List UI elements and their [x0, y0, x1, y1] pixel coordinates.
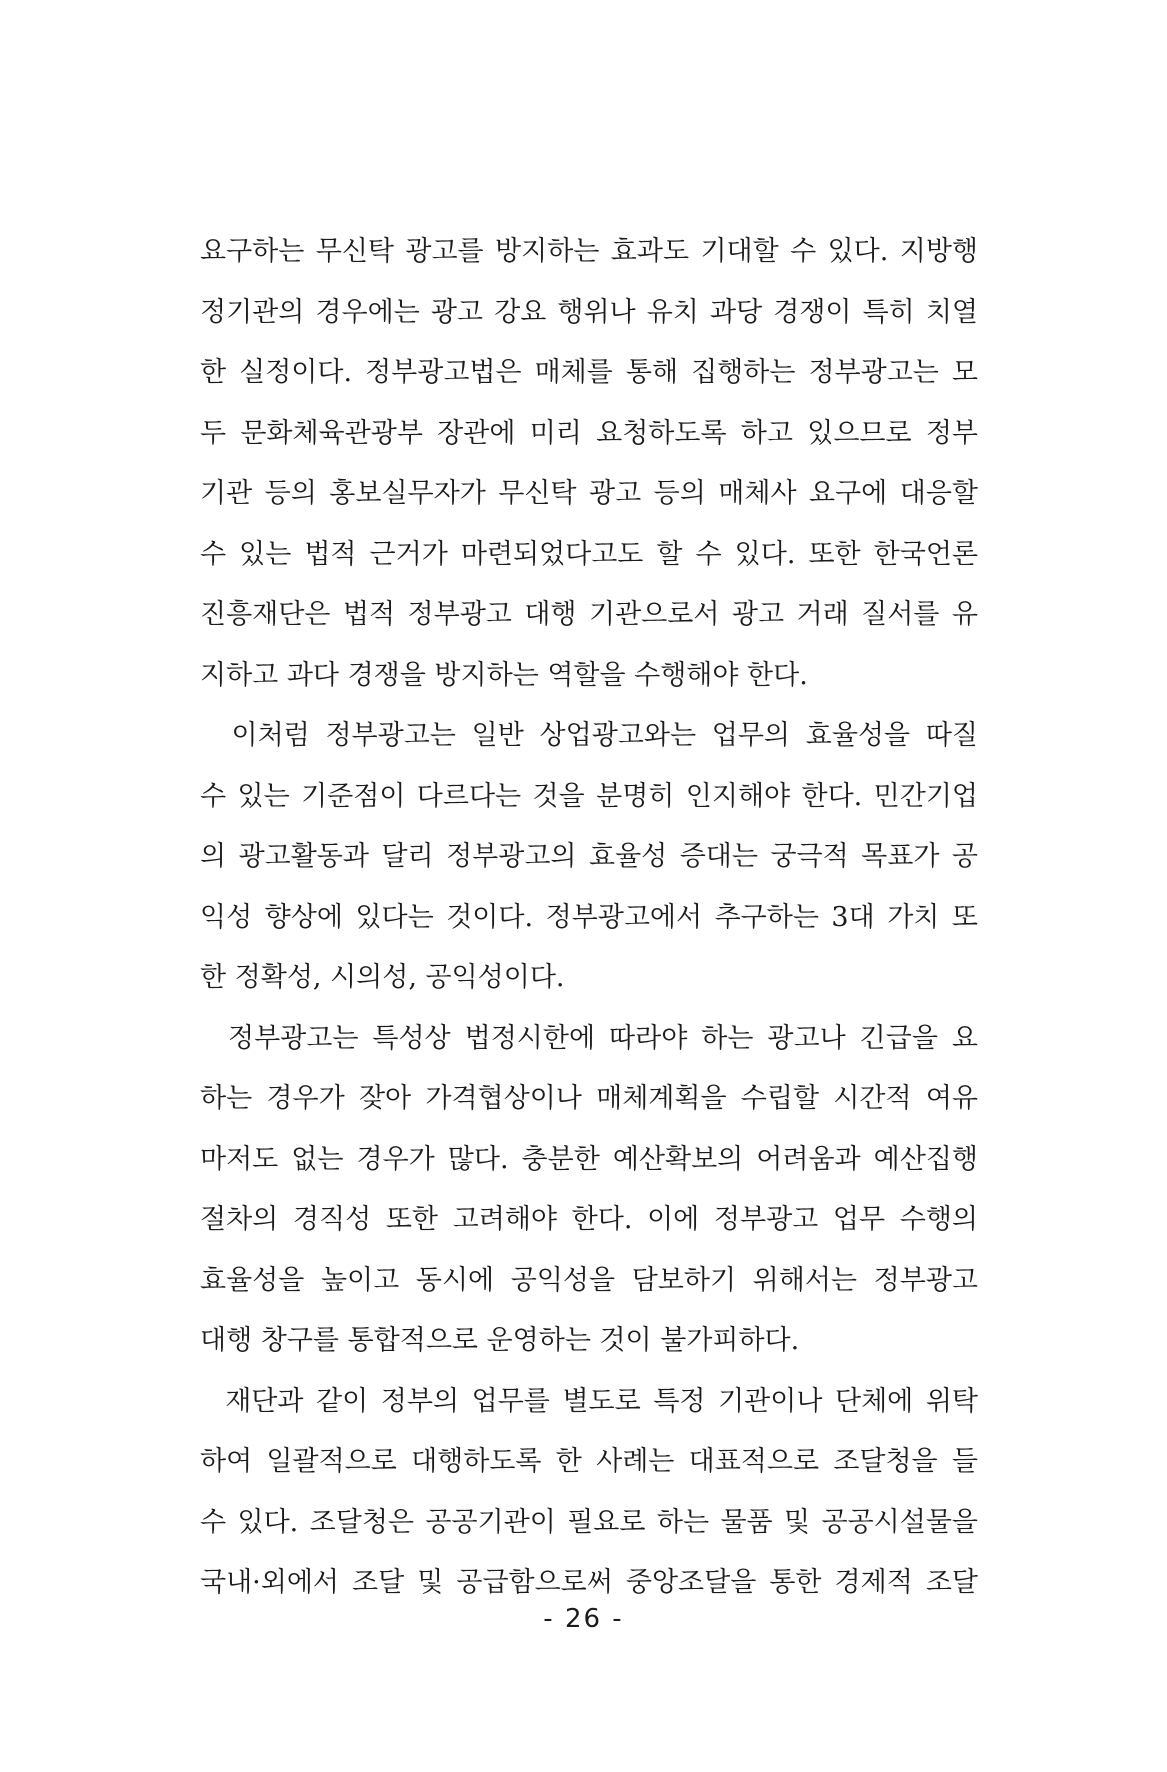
text-line: 하는 경우가 잦아 가격협상이나 매체계획을 수립할 시간적 여유 [200, 1083, 978, 1114]
text-line: 하여 일괄적으로 대행하도록 한 사례는 대표적으로 조달청을 들 [200, 1446, 978, 1477]
text-line: 재단과 같이 정부의 업무를 별도로 특정 기관이나 단체에 위탁 [200, 1385, 978, 1417]
text-line: 한 정확성, 시의성, 공익성이다. [200, 962, 565, 993]
text-line: 정기관의 경우에는 광고 강요 행위나 유치 과당 경쟁이 특히 치열 [200, 296, 978, 328]
text-line: 이처럼 정부광고는 일반 상업광고와는 업무의 효율성을 따질 [200, 720, 978, 751]
text-line: 수 있는 기준점이 다르다는 것을 분명히 인지해야 한다. 민간기업 [200, 780, 978, 812]
text-line: 진흥재단은 법적 정부광고 대행 기관으로서 광고 거래 질서를 유 [200, 599, 978, 630]
text-line: 의 광고활동과 달리 정부광고의 효율성 증대는 궁극적 목표가 공 [200, 841, 978, 872]
text-line: 정부광고는 특성상 법정시한에 따라야 하는 광고나 긴급을 요 [200, 1022, 978, 1054]
text-line: 마저도 없는 경우가 많다. 충분한 예산확보의 어려움과 예산집행 [200, 1143, 978, 1175]
text-line: 두 문화체육관광부 장관에 미리 요청하도록 하고 있으므로 정부 [200, 417, 978, 449]
text-line: 수 있다. 조달청은 공공기관이 필요로 하는 물품 및 공공시설물을 [200, 1506, 978, 1538]
text-line: 수 있는 법적 근거가 마련되었다고도 할 수 있다. 또한 한국언론 [200, 538, 978, 570]
text-line: 국내·외에서 조달 및 공급함으로써 중앙조달을 통한 경제적 조달 [200, 1567, 978, 1598]
text-line: 기관 등의 홍보실무자가 무신탁 광고 등의 매체사 요구에 대응할 [200, 478, 978, 509]
text-line: 익성 향상에 있다는 것이다. 정부광고에서 추구하는 3대 가치 또 [200, 901, 978, 933]
text-line: 대행 창구를 통합적으로 운영하는 것이 불가피하다. [200, 1325, 800, 1356]
text-line: 한 실정이다. 정부광고법은 매체를 통해 집행하는 정부광고는 모 [200, 357, 978, 388]
text-line: 효율성을 높이고 동시에 공익성을 담보하기 위해서는 정부광고 [200, 1264, 978, 1296]
page-number: - 26 - [543, 1604, 624, 1634]
body-text [200, 222, 978, 1614]
text-line: 지하고 과다 경쟁을 방지하는 역할을 수행해야 한다. [200, 659, 808, 691]
text-line: 요구하는 무신탁 광고를 방지하는 효과도 기대할 수 있다. 지방행 [200, 236, 978, 267]
text-line: 절차의 경직성 또한 고려해야 한다. 이에 정부광고 업무 수행의 [200, 1204, 978, 1235]
